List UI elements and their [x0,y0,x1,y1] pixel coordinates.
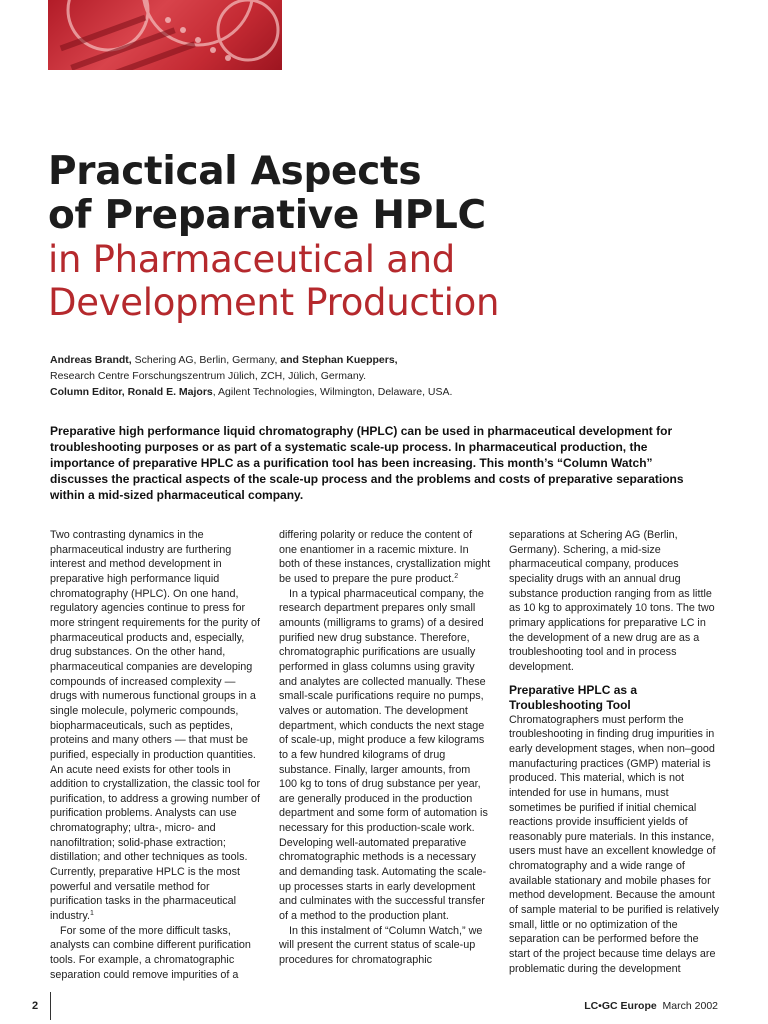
column-editor: Column Editor, Ronald E. Majors [50,386,213,398]
author-name-2: and Stephan Kueppers, [277,354,398,366]
section-heading: Preparative HPLC as a Troubleshooting Tool [509,682,638,712]
footer-divider [50,992,51,1020]
col2-paragraph-3: In this instalment of “Column Watch,” we will present the current status of scale-up procedures for chromatographic [279,924,483,967]
author-name-1: Andreas Brandt, [50,354,132,366]
subtitle-line-1: in Pharmaceutical and [48,238,455,281]
body-column-2 [279,528,491,968]
title-line-2: of Preparative HPLC [48,193,486,238]
col3-paragraph-2: Chromatographers must perform the troubleshooting in finding drug impurities in early development stages, when non–good manufacturing practices (GMP) material is produced. This material, which is not intended for use in humans, must sometimes be purified if initial chemical reactions provide insufficient yields of reasonably pure materials. In this instance, users must have an excellent knowledge of chromatography and a wide range of available stationary and mobile phases for method development. Because the amount of sample material to be purified is relatively small, little or no optimization of the separation can be performed before the start of the project because time delays are problematic during the development [509,713,720,975]
issue-date: March 2002 [662,1000,718,1012]
abstract: Preparative high performance liquid chromatography (HPLC) can be used in pharmaceutical development for troubleshooting purposes or as part of a systematic scale-up process. In pharmaceutical production, the importance of preparative HPLC as a purification tool has been increasing. This month’s “Column Watch” discusses the practical aspects of the scale-up process and the problems and costs of preparative separations within a mid-sized pharmaceutical company. [50,424,684,502]
reference-2[interactable]: 2 [454,572,459,580]
title-line-1: Practical Aspects [48,149,422,194]
journal-name: LC•GC Europe [584,1000,657,1012]
author-affiliation-1: Schering AG, Berlin, Germany, [131,354,278,366]
page-number: 2 [32,1000,39,1012]
column-editor-affiliation: , Agilent Technologies, Wilmington, Delaware, USA. [212,386,453,398]
col2-paragraph-1: differing polarity or reduce the content of one enantiomer in a racemic mixture. In both of these instances, crystallization might be used to prepare the pure product. [279,529,491,585]
footer-journal-info [584,1000,718,1012]
body-column-1 [50,528,262,982]
chromatography-plate-icon [48,0,282,70]
col1-paragraph-2: For some of the more difficult tasks, analysts can combine different purification tools. For example, a chromatographic separation could remove impurities of a [50,924,251,981]
reference-1[interactable]: 1 [90,910,94,918]
author-affiliation-2: Research Centre Forschungszentrum Jülich, ZCH, Jülich, Germany. [50,370,367,382]
header-banner-image [48,0,282,70]
col1-paragraph-1: Two contrasting dynamics in the pharmaceutical industry are furthering interest and method development in preparative high performance liquid chromatography (HPLC). On one hand, regulatory agencies continue to press for more stringent requirements for the purity of pharmaceutical products and, especially, drug substances. On the other hand, pharmaceutical companies are developing compounds of increased complexity — drugs with numerous functional groups in a single molecule, polymeric compounds, biopharmaceuticals, such as peptides, proteins and many others — that must be purified, especially in production quantities. An acute need exists for other tools in addition to crystallization, the classic tool for purification, to address a growing number of purification problems. Analysts can use chromatography; ultra-, micro- and nanofiltration; solid-phase extraction; distillation; and other techniques as tools. Currently, preparative HPLC is the most powerful and versatile method for purification tasks in the pharmaceutical industry. [50,529,261,923]
col2-paragraph-2: In a typical pharmaceutical company, the research department prepares only small amounts (milligrams to grams) of a desired purified new drug substance. Therefore, chromatographic purifications are usually performed in glass columns using gravity and analytes are collected manually. These small-scale purifications require no pumps, valves or automation. The development department, which conducts the next stage of scale-up, might produce a few kilograms to a few hundred kilograms of drug substance. Finally, larger amounts, from 100 kg to tons of drug substance per year, are generally produced in the production department and some form of automation is necessary for this production-scale work. Developing well-automated preparative chromatographic methods is a necessary and demanding task. Automating the scale-up processes starts in early development and culminates with the successful transfer of a method to the production plant. [279,587,488,923]
col3-paragraph-1: separations at Schering AG (Berlin, Germany). Schering, a mid-size pharmaceutical company, produces speciality drugs with an annual drug substance production ranging from as little as 10 kg to approximately 10 tons. The two primary applications for preparative LC in the development of a new drug are as a troubleshooting tool and in process development. [509,529,715,673]
article-title [48,150,728,324]
body-column-3 [509,528,721,976]
author-block [50,352,710,400]
subtitle-line-2: Development Production [48,281,500,324]
